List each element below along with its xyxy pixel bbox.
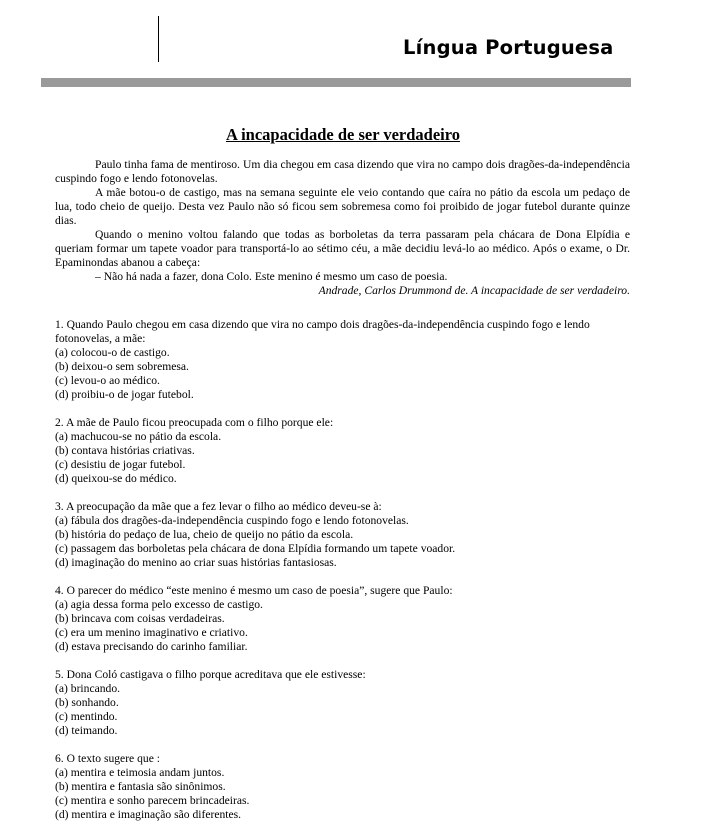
question-option: (c) mentindo. (55, 710, 118, 723)
question-option: (a) brincando. (55, 682, 121, 695)
question-prompt: 4. O parecer do médico “este menino é mesmo um caso de poesia”, sugere que Paulo: (55, 584, 453, 597)
question-option: (b) mentira e fantasia são sinônimos. (55, 780, 226, 793)
question-option: (b) contava histórias criativas. (55, 444, 195, 457)
question-prompt: 2. A mãe de Paulo ficou preocupada com o filho porque ele: (55, 416, 334, 429)
question-option: (d) teimando. (55, 724, 118, 737)
subject-heading: Língua Portuguesa (403, 36, 614, 59)
question-option: (a) fábula dos dragões-da-independência cuspindo fogo e lendo fotonovelas. (55, 514, 409, 527)
questions (55, 318, 630, 836)
question-option: (c) passagem das borboletas pela chácara de dona Elpídia formando um tapete voador. (55, 542, 456, 555)
question-option: (b) deixou-o sem sobremesa. (55, 360, 189, 373)
question-6 (55, 752, 630, 822)
question-option: (c) era um menino imaginativo e criativo. (55, 626, 248, 639)
question-prompt: 3. A preocupação da mãe que a fez levar o filho ao médico deveu-se à: (55, 500, 382, 513)
question-prompt: 6. O texto sugere que : (55, 752, 160, 765)
story-paragraph: – Não há nada a fazer, dona Colo. Este menino é mesmo um caso de poesia. (95, 270, 448, 283)
question-5 (55, 668, 630, 738)
text-title: A incapacidade de ser verdadeiro (225, 125, 461, 144)
question-option: (d) queixou-se do médico. (55, 472, 177, 485)
story (55, 158, 630, 298)
question-option: (d) imaginação do menino ao criar suas histórias fantasiosas. (55, 556, 337, 569)
question-option: (a) mentira e teimosia andam juntos. (55, 766, 225, 779)
header-bar (41, 78, 631, 87)
question-2 (55, 416, 630, 486)
question-option: (a) agia dessa forma pelo excesso de castigo. (55, 598, 263, 611)
header-divider (158, 16, 159, 62)
story-paragraph: Quando o menino voltou falando que todas as borboletas da terra passaram pela chácara de Dona Elpídia e queriam formar um tapete voador para transportá-lo ao sétimo céu, a mãe decidiu levá-lo ao médico. Após o exame, o Dr. Epaminondas abanou a cabeça: (55, 228, 630, 269)
question-option: (d) proibiu-o de jogar futebol. (55, 388, 194, 401)
question-option: (c) mentira e sonho parecem brincadeiras. (55, 794, 250, 807)
question-option: (b) sonhando. (55, 696, 119, 709)
question-option: (b) brincava com coisas verdadeiras. (55, 612, 225, 625)
question-3 (55, 500, 630, 570)
question-option: (b) história do pedaço de lua, cheio de queijo no pátio da escola. (55, 528, 354, 541)
story-paragraph: A mãe botou-o de castigo, mas na semana seguinte ele veio contando que caíra no pátio da escola um pedaço de lua, todo cheio de queijo. Desta vez Paulo não só ficou sem sobremesa como foi proibido de jogar futebol durante quinze dias. (55, 186, 630, 227)
question-option: (d) estava precisando do carinho familiar. (55, 640, 248, 653)
question-option: (c) desistiu de jogar futebol. (55, 458, 186, 471)
story-citation: Andrade, Carlos Drummond de. A incapacidade de ser verdadeiro. (318, 284, 630, 297)
question-prompt: 5. Dona Coló castigava o filho porque acreditava que ele estivesse: (55, 668, 366, 681)
question-option: (d) mentira e imaginação são diferentes. (55, 808, 242, 821)
story-paragraph: Paulo tinha fama de mentiroso. Um dia chegou em casa dizendo que vira no campo dois dragões-da-independência cuspindo fogo e lendo fotonovelas. (55, 158, 630, 185)
question-1 (55, 318, 630, 402)
question-option: (c) levou-o ao médico. (55, 374, 160, 387)
question-option: (a) colocou-o de castigo. (55, 346, 170, 359)
question-option: (a) machucou-se no pátio da escola. (55, 430, 222, 443)
question-prompt: 1. Quando Paulo chegou em casa dizendo que vira no campo dois dragões-da-independência cuspindo fogo e lendo fotonovelas, a mãe: (55, 318, 590, 345)
question-4 (55, 584, 630, 654)
